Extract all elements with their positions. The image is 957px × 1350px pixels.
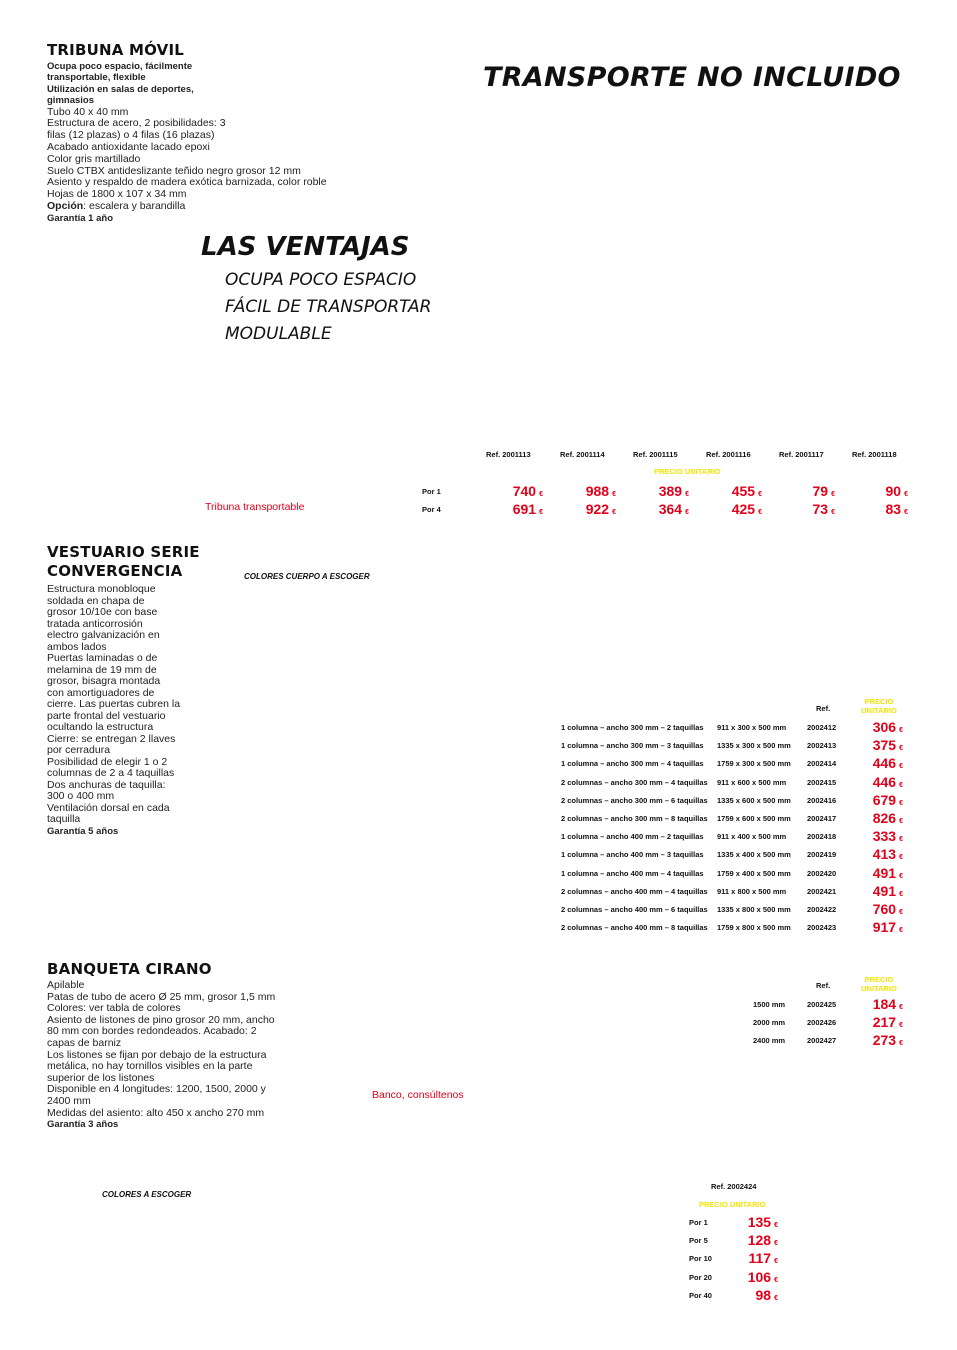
tribuna-price: 691 € [512,501,543,517]
tribuna-price: 83 € [885,501,908,517]
advantage-item: MODULABLE [225,324,332,344]
banqueta-price-header [856,975,902,993]
row-dims: 1759 x 800 x 500 mm [717,923,791,933]
text-line: Asiento de listones de pino grosor 20 mm, ancho [47,1013,275,1026]
text-line: Apilable [47,979,85,991]
vestuario-table [561,719,911,937]
option-label: Opción [47,200,84,212]
row-ref: 2002415 [807,777,837,787]
row-dims: 911 x 400 x 500 mm [717,832,787,842]
vestuario-guarantee: Garantía 5 años [47,825,119,837]
row-ref: 2002412 [807,723,837,732]
table-row [561,737,911,755]
advantage-item: FÁCIL DE TRANSPORTAR [225,297,432,317]
row-dims: 911 x 600 x 500 mm [717,777,787,787]
text-line: electro galvanización en [47,629,160,641]
table-row [688,1269,788,1287]
header-line: PRECIO [864,975,894,984]
row-price: 760 € [872,900,903,917]
table-row [561,901,911,919]
row-desc: 1 columna – ancho 300 mm – 4 taquillas [561,759,704,769]
option-text: : escalera y barandilla [83,200,186,212]
text-line: capas de barniz [47,1036,122,1049]
text-line: 300 o 400 mm [47,790,115,802]
text-line: Estructura de acero, 2 posibilidades: 3 [47,117,226,130]
row-dims: 1335 x 300 x 500 mm [717,741,791,751]
row-price: 135 € [747,1214,778,1230]
table-row [750,996,910,1014]
row-price: 273 € [872,1032,903,1049]
row-price: 217 € [872,1014,903,1031]
row-desc: 1 columna – ancho 300 mm – 3 taquillas [561,741,704,751]
tribuna-price-header: PRECIO UNITARIO [654,467,721,476]
row-price: 375 € [872,737,903,754]
transport-notice: TRANSPORTE NO INCLUIDO [483,62,901,93]
text-line: grosor 10/10e con base [47,606,158,618]
text-line: ambos lados [47,640,107,653]
tribuna-ref-6: Ref. 2001118 [852,450,897,459]
row-desc: 2 columnas – ancho 400 mm – 4 taquillas [561,886,708,896]
row-ref: 2002413 [807,741,837,751]
text-line: Suelo CTBX antideslizante teñido negro grosor 12 mm [47,164,301,177]
text-line: Medidas del asiento: alto 450 x ancho 270 mm [47,1106,265,1119]
row-price: 128 € [747,1232,778,1249]
advantages-list [225,267,431,348]
row-ref: 2002414 [807,759,837,769]
text-line: parte frontal del vestuario [47,709,166,722]
tribuna-row-label: Por 1 [422,487,441,496]
text-line: gimnasios [47,95,94,107]
tribuna-description [47,61,377,224]
tribuna-price: 90 € [885,483,908,499]
row-price: 446 € [872,755,903,772]
text-line: Color gris martillado [47,152,141,165]
text-line: Asiento y respaldo de madera exótica barnizada, color roble [47,176,327,189]
table-row [561,774,911,792]
tribuna-caption: Tribuna transportable [205,501,305,513]
row-dims: 911 x 300 x 500 mm [717,723,787,732]
text-line: columnas de 2 a 4 taquillas [47,767,175,779]
row-length: 2000 mm [753,1018,786,1028]
row-price: 446 € [872,773,903,790]
table-row [561,846,911,864]
banqueta-colors-note: COLORES A ESCOGER [102,1190,192,1199]
row-desc: 2 columnas – ancho 300 mm – 8 taquillas [561,813,708,823]
text-line: 2400 mm [47,1094,91,1107]
banqueta-caption: Banco, consúltenos [372,1089,464,1101]
text-line: transportable, flexible [47,72,146,84]
table-row [561,828,911,846]
text-line: grosor, bisagra montada [47,675,161,687]
row-dims: 1335 x 400 x 500 mm [717,850,791,860]
tribuna-price: 73 € [812,501,835,517]
row-dims: 1759 x 300 x 500 mm [717,759,791,769]
row-dims: 911 x 800 x 500 mm [717,886,787,896]
row-price: 117 € [748,1250,778,1267]
row-desc: 1 columna – ancho 400 mm – 3 taquillas [561,850,704,860]
table-row [561,919,911,937]
header-line: UNITARIO [861,984,897,993]
text-line: Colores: ver tabla de colores [47,1002,181,1015]
row-desc: 1 columna – ancho 400 mm – 4 taquillas [561,868,704,878]
row-desc: 1 columna – ancho 300 mm – 2 taquillas [561,723,704,732]
row-price: 679 € [872,791,903,808]
tribuna-price: 389 € [658,483,689,499]
text-line: Tubo 40 x 40 mm [47,105,129,118]
bench-price-header: PRECIO UNITARIO [699,1200,766,1209]
text-line: 80 mm con bordes redondeados. Acabado: 2 [47,1025,257,1038]
row-dims: 1335 x 600 x 500 mm [717,795,791,805]
vestuario-colors-note: COLORES CUERPO A ESCOGER [244,572,370,581]
table-row [750,1014,910,1032]
header-line: UNITARIO [861,706,897,715]
table-row [688,1287,788,1305]
tribuna-price: 988 € [585,483,616,499]
bench-table [688,1214,788,1305]
text-line: melamina de 19 mm de [47,663,157,676]
row-ref: 2002426 [807,1018,837,1028]
row-price: 306 € [872,719,903,735]
table-row [561,719,911,737]
row-label: Por 40 [689,1290,712,1300]
row-label: Por 5 [689,1236,708,1246]
text-line: Acabado antioxidante lacado epoxi [47,141,210,154]
tribuna-price: 425 € [731,501,762,517]
table-row [688,1232,788,1250]
tribuna-ref-3: Ref. 2001115 [633,450,678,459]
advantages-title: LAS VENTAJAS [201,232,410,262]
title-line: CONVERGENCIA [47,562,183,580]
text-line: superior de los listones [47,1071,155,1084]
vestuario-price-header [856,697,902,715]
table-row [750,1032,910,1050]
tribuna-title: TRIBUNA MÓVIL [47,41,184,59]
vestuario-title [47,543,200,581]
row-ref: 2002419 [807,850,837,860]
banqueta-table [750,996,910,1051]
row-ref: 2002425 [807,1000,837,1009]
text-line: Ventilación dorsal en cada [47,801,170,814]
row-price: 413 € [872,846,903,863]
row-label: Por 20 [689,1272,712,1282]
tribuna-ref-4: Ref. 2001116 [706,450,751,459]
header-line: PRECIO [864,697,894,706]
row-price: 333 € [872,828,903,845]
row-length: 2400 mm [753,1036,786,1046]
title-line: VESTUARIO SERIE [47,543,200,561]
tribuna-price: 922 € [585,501,616,517]
table-row [561,883,911,901]
banqueta-title: BANQUETA CIRANO [47,960,212,978]
table-row [561,865,911,883]
text-line: ocultando la estructura [47,721,154,733]
tribuna-price: 79 € [812,483,835,499]
bench-ref: Ref. 2002424 [711,1182,757,1191]
text-line: filas (12 plazas) o 4 filas (16 plazas) [47,129,215,142]
tribuna-ref-1: Ref. 2001113 [486,450,531,459]
text-line: Hojas de 1800 x 107 x 34 mm [47,188,187,201]
text-line: Dos anchuras de taquilla: [47,778,166,791]
row-price: 184 € [872,996,903,1012]
row-desc: 2 columnas – ancho 300 mm – 4 taquillas [561,777,708,787]
tribuna-ref-2: Ref. 2001114 [560,450,605,459]
text-line: Estructura monobloque [47,583,156,595]
text-line: por cerradura [47,744,111,756]
text-line: Puertas laminadas o de [47,652,158,664]
row-ref: 2002421 [807,886,837,896]
text-line: tratada anticorrosión [47,617,143,630]
text-line: con amortiguadores de [47,686,155,699]
tribuna-option [47,201,377,213]
vestuario-description [47,584,197,837]
row-desc: 2 columnas – ancho 400 mm – 8 taquillas [561,923,708,933]
row-ref: 2002418 [807,832,837,842]
tribuna-ref-5: Ref. 2001117 [779,450,824,459]
row-price: 106 € [747,1268,778,1285]
tribuna-row-label: Por 4 [422,505,441,514]
banqueta-description [47,980,307,1131]
tribuna-bold-lines [47,61,377,107]
text-line: Posibilidad de elegir 1 o 2 [47,755,168,768]
text-line: soldada en chapa de [47,594,145,607]
row-desc: 1 columna – ancho 400 mm – 2 taquillas [561,832,704,842]
table-row [561,810,911,828]
row-ref: 2002420 [807,868,837,878]
text-line: taquilla [47,813,81,825]
tribuna-lines [47,107,377,213]
table-row [561,792,911,810]
text-line: Los listones se fijan por debajo de la estructura [47,1048,267,1061]
table-row [688,1250,788,1268]
tribuna-price: 740 € [512,483,543,499]
row-ref: 2002416 [807,795,837,805]
row-desc: 2 columnas – ancho 400 mm – 6 taquillas [561,904,708,914]
tribuna-price: 364 € [658,501,689,517]
row-price: 491 € [872,882,903,899]
row-dims: 1759 x 600 x 500 mm [717,813,791,823]
row-price: 98 € [755,1286,778,1303]
row-dims: 1335 x 800 x 500 mm [717,904,791,914]
tribuna-guarantee: Garantía 1 año [47,212,113,224]
row-ref: 2002423 [807,923,837,933]
text-line: Ocupa poco espacio, fácilmente [47,61,193,72]
banqueta-guarantee: Garantía 3 años [47,1119,119,1131]
row-price: 826 € [872,809,903,826]
tribuna-price: 455 € [731,483,762,499]
row-label: Por 1 [689,1218,708,1227]
text-line: Disponible en 4 longitudes: 1200, 1500, 2000 y [47,1083,266,1096]
row-ref: 2002422 [807,904,837,914]
text-line: Utilización en salas de deportes, [47,83,194,95]
row-price: 917 € [872,919,903,936]
table-row [688,1214,788,1232]
row-dims: 1759 x 400 x 500 mm [717,868,791,878]
text-line: Patas de tubo de acero Ø 25 mm, grosor 1,5 mm [47,990,276,1003]
text-line: Cierre: se entregan 2 llaves [47,732,176,745]
table-row [561,755,911,773]
advantage-item: OCUPA POCO ESPACIO [225,270,417,290]
vestuario-ref-header: Ref. [816,704,831,713]
banqueta-ref-header: Ref. [816,981,831,990]
row-label: Por 10 [689,1254,712,1264]
row-ref: 2002427 [807,1036,837,1046]
text-line: cierre. Las puertas cubren la [47,698,181,710]
row-desc: 2 columnas – ancho 300 mm – 6 taquillas [561,795,708,805]
text-line: metálica, no hay tornillos visibles en la parte [47,1060,253,1073]
row-price: 491 € [872,864,903,881]
row-length: 1500 mm [753,1000,786,1009]
row-ref: 2002417 [807,813,837,823]
